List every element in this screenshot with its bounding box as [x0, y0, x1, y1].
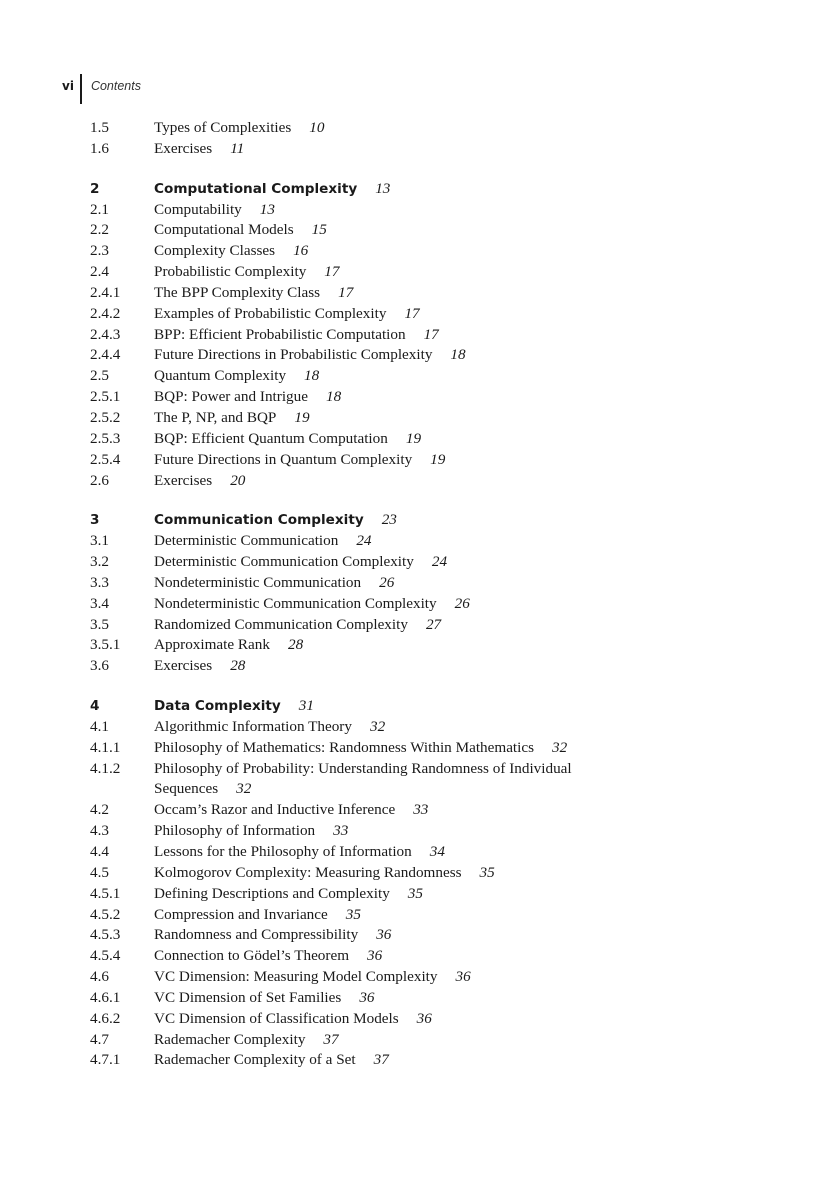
entry-title-wrap [154, 988, 624, 1009]
entry-title: Compression and Invariance [154, 905, 328, 923]
entry-page: 20 [230, 471, 246, 489]
toc-entry[interactable] [90, 946, 790, 967]
toc-entry[interactable] [90, 304, 790, 325]
entry-title: Deterministic Communication Complexity [154, 553, 414, 571]
entry-page: 18 [450, 346, 466, 364]
entry-number: 4 [90, 698, 100, 715]
entry-number: 2.1 [90, 200, 109, 218]
entry-number: 4.3 [90, 822, 109, 840]
entry-number: 4.4 [90, 843, 109, 860]
entry-title-wrap [154, 925, 624, 946]
entry-title-wrap [154, 842, 624, 863]
toc-entry[interactable] [90, 366, 790, 387]
entry-title: Philosophy of Mathematics: Randomness Within Mathematics [154, 738, 535, 756]
entry-number: 4.5 [90, 863, 109, 881]
entry-title-wrap [154, 220, 624, 241]
entry-title: Types of Complexities [154, 119, 292, 136]
entry-page: 16 [293, 242, 309, 260]
entry-number: 4.1.1 [90, 738, 121, 756]
entry-title-wrap [154, 738, 624, 759]
entry-page: 33 [333, 822, 349, 840]
entry-title: Kolmogorov Complexity: Measuring Randomness [154, 863, 462, 881]
entry-title-wrap [154, 345, 624, 366]
toc-entry[interactable] [90, 925, 790, 946]
entry-title: Philosophy of Information [154, 822, 316, 840]
entry-page: 10 [309, 119, 325, 136]
entry-title: Exercises [154, 657, 213, 675]
entry-title-wrap [154, 1050, 624, 1071]
entry-number: 2.4.2 [90, 304, 121, 322]
entry-title: Occam’s Razor and Inductive Inference [154, 801, 396, 819]
toc-entry[interactable] [90, 800, 790, 821]
entry-number: 2.5.4 [90, 450, 121, 468]
entry-number: 2.4 [90, 263, 109, 281]
entry-number: 4.6.1 [90, 988, 121, 1006]
toc-entry[interactable] [90, 118, 790, 139]
entry-page: 23 [381, 511, 397, 529]
entry-title-wrap [154, 408, 624, 429]
entry-title-wrap [154, 510, 624, 531]
entry-title-wrap [154, 717, 624, 738]
entry-title: Nondeterministic Communication Complexity [154, 594, 437, 612]
toc-entry[interactable] [90, 283, 790, 304]
entry-title: Complexity Classes [154, 242, 276, 260]
entry-title: Data Complexity [154, 698, 281, 715]
toc-entry[interactable] [90, 863, 790, 884]
entry-number: 3.2 [90, 553, 109, 571]
entry-number: 4.5.2 [90, 905, 121, 923]
entry-number: 1.5 [90, 119, 109, 136]
entry-title: Philosophy of Probability: Understanding Randomness of Individual Sequences [154, 759, 572, 798]
toc-entry[interactable] [90, 1009, 790, 1030]
toc-entry[interactable] [90, 552, 790, 573]
entry-title: Probabilistic Complexity [154, 263, 307, 281]
toc-entry[interactable] [90, 408, 790, 429]
entry-page: 27 [425, 615, 442, 633]
entry-page: 32 [552, 738, 568, 756]
entry-page: 13 [259, 200, 275, 218]
toc-entry[interactable] [90, 656, 790, 677]
entry-page: 36 [359, 988, 375, 1006]
toc-chapter-entry[interactable] [90, 179, 790, 200]
entry-title: Defining Descriptions and Complexity [154, 884, 390, 902]
entry-title-wrap [154, 200, 624, 221]
entry-number: 2.5.3 [90, 429, 121, 447]
entry-title: VC Dimension of Classification Models [154, 1009, 399, 1027]
toc-entry[interactable] [90, 241, 790, 262]
entry-title: Computability [154, 200, 242, 218]
entry-title-wrap [154, 967, 624, 988]
entry-page: 19 [405, 429, 422, 447]
entry-number: 3.3 [90, 573, 109, 591]
entry-title-wrap [154, 325, 624, 346]
entry-page: 26 [379, 573, 395, 591]
entry-page: 17 [338, 283, 354, 301]
entry-page: 19 [294, 408, 310, 426]
entry-page: 18 [304, 367, 320, 385]
entry-page: 17 [324, 263, 340, 281]
entry-title-wrap [154, 573, 624, 594]
toc-entry[interactable] [90, 200, 790, 221]
entry-page: 17 [404, 304, 420, 322]
entry-page: 15 [311, 221, 327, 239]
entry-number: 4.7.1 [90, 1051, 121, 1069]
entry-title-wrap [154, 759, 624, 801]
entry-page: 26 [454, 594, 470, 612]
entry-title: Randomness and Compressibility [154, 926, 359, 944]
running-head: Contents [90, 79, 141, 93]
entry-title: Randomized Communication Complexity [154, 615, 408, 633]
toc-entry[interactable] [90, 139, 790, 160]
entry-title: Exercises [154, 471, 213, 489]
entry-title-wrap [154, 594, 624, 615]
entry-title: Exercises [154, 139, 213, 157]
entry-title-wrap [154, 531, 624, 552]
entry-title: BQP: Efficient Quantum Computation [154, 429, 388, 447]
entry-title-wrap [154, 552, 624, 573]
entry-number: 4.6 [90, 968, 109, 986]
entry-title-wrap [154, 863, 624, 884]
entry-number: 2.5.2 [90, 408, 121, 426]
toc-entry[interactable] [90, 615, 790, 636]
entry-page: 11 [230, 139, 245, 157]
entry-title: VC Dimension of Set Families [154, 988, 342, 1006]
entry-title: Rademacher Complexity of a Set [154, 1051, 356, 1069]
entry-number: 2.4.4 [90, 346, 121, 364]
toc-entry[interactable] [90, 635, 790, 656]
entry-page: 17 [423, 325, 439, 343]
entry-title-wrap [154, 821, 624, 842]
entry-title-wrap [154, 635, 624, 656]
entry-page: 28 [288, 636, 304, 654]
toc-entry[interactable] [90, 821, 790, 842]
entry-page: 32 [369, 717, 386, 735]
entry-number: 4.5.3 [90, 926, 121, 944]
entry-number: 3 [90, 512, 100, 529]
page-number: vi [62, 79, 74, 93]
entry-title-wrap [154, 471, 624, 492]
entry-number: 2.4.3 [90, 325, 121, 343]
entry-number: 3.5 [90, 615, 109, 633]
entry-title: Computational Models [154, 221, 294, 239]
toc-chapter-entry[interactable] [90, 696, 790, 717]
entry-title-wrap [154, 366, 624, 387]
page-header [62, 74, 141, 104]
entry-title-wrap [154, 696, 624, 717]
toc-entry[interactable] [90, 429, 790, 450]
toc-entry[interactable] [90, 594, 790, 615]
entry-page: 35 [479, 863, 495, 881]
entry-title: Communication Complexity [154, 512, 364, 529]
entry-number: 4.5.1 [90, 884, 121, 902]
toc-entry[interactable] [90, 738, 790, 759]
entry-page: 24 [431, 553, 448, 571]
toc-entry[interactable] [90, 759, 790, 801]
entry-title: Deterministic Communication [154, 532, 339, 550]
entry-title: Future Directions in Quantum Complexity [154, 450, 413, 468]
toc-entry[interactable] [90, 905, 790, 926]
entry-number: 2.4.1 [90, 283, 121, 301]
entry-number: 3.5.1 [90, 636, 121, 654]
entry-page: 33 [413, 801, 429, 819]
entry-title: BPP: Efficient Probabilistic Computation [154, 325, 406, 343]
entry-title: The P, NP, and BQP [154, 408, 277, 426]
header-divider [80, 74, 82, 104]
entry-number: 1.6 [90, 139, 109, 157]
entry-number: 2.5 [90, 367, 109, 385]
entry-title-wrap [154, 905, 624, 926]
entry-page: 24 [356, 532, 372, 550]
entry-title: Computational Complexity [154, 180, 358, 197]
toc-entry[interactable] [90, 325, 790, 346]
entry-number: 3.4 [90, 594, 109, 612]
entry-title: Approximate Rank [154, 636, 270, 654]
toc-entry[interactable] [90, 262, 790, 283]
entry-title-wrap [154, 429, 624, 450]
entry-title-wrap [154, 1009, 624, 1030]
entry-page: 36 [367, 947, 383, 965]
entry-title: BQP: Power and Intrigue [154, 388, 308, 406]
entry-number: 2.2 [90, 221, 109, 239]
toc-entry[interactable] [90, 450, 790, 471]
entry-title-wrap [154, 1030, 624, 1051]
entry-title: Rademacher Complexity [154, 1030, 306, 1048]
entry-title-wrap [154, 450, 624, 471]
entry-page: 19 [430, 450, 446, 468]
entry-number: 3.6 [90, 657, 109, 675]
toc-entry[interactable] [90, 387, 790, 408]
entry-page: 34 [429, 843, 445, 860]
entry-title-wrap [154, 283, 624, 304]
entry-title-wrap [154, 179, 624, 200]
entry-number: 2 [90, 180, 100, 197]
toc-entry[interactable] [90, 967, 790, 988]
entry-page: 31 [298, 697, 314, 715]
entry-page: 37 [323, 1030, 339, 1048]
entry-page: 35 [345, 905, 361, 923]
entry-page: 36 [416, 1009, 432, 1027]
toc-entry[interactable] [90, 884, 790, 905]
toc-entry[interactable] [90, 1050, 790, 1071]
entry-number: 4.5.4 [90, 947, 121, 965]
entry-number: 4.2 [90, 801, 109, 819]
entry-title: Examples of Probabilistic Complexity [154, 304, 387, 322]
entry-title: Connection to Gödel’s Theorem [154, 947, 350, 965]
toc-chapter-entry[interactable] [90, 510, 790, 531]
table-of-contents [90, 118, 790, 1071]
toc-entry[interactable] [90, 220, 790, 241]
entry-title-wrap [154, 139, 624, 160]
entry-title-wrap [154, 118, 624, 139]
entry-page: 32 [236, 780, 252, 798]
entry-page: 36 [376, 926, 392, 944]
entry-number: 2.3 [90, 242, 109, 260]
entry-number: 3.1 [90, 532, 109, 550]
entry-page: 36 [455, 968, 471, 986]
entry-title-wrap [154, 946, 624, 967]
entry-title: Future Directions in Probabilistic Complexity [154, 346, 433, 364]
entry-number: 2.5.1 [90, 388, 121, 406]
entry-number: 4.6.2 [90, 1009, 121, 1027]
entry-title-wrap [154, 615, 624, 636]
entry-title-wrap [154, 304, 624, 325]
toc-entry[interactable] [90, 471, 790, 492]
entry-number: 4.1.2 [90, 759, 121, 777]
entry-title-wrap [154, 262, 624, 283]
entry-number: 4.7 [90, 1030, 109, 1048]
entry-page: 28 [230, 657, 246, 675]
entry-title-wrap [154, 241, 624, 262]
toc-entry[interactable] [90, 345, 790, 366]
entry-title-wrap [154, 387, 624, 408]
entry-page: 18 [325, 388, 342, 406]
entry-number: 4.1 [90, 717, 109, 735]
entry-page: 13 [375, 179, 391, 197]
entry-page: 37 [373, 1051, 389, 1069]
entry-title: VC Dimension: Measuring Model Complexity [154, 968, 438, 986]
entry-title-wrap [154, 800, 624, 821]
entry-title: Lessons for the Philosophy of Information [154, 843, 412, 860]
entry-title: Quantum Complexity [154, 367, 287, 385]
toc-entry[interactable] [90, 717, 790, 738]
entry-title: Algorithmic Information Theory [154, 717, 352, 735]
toc-entry[interactable] [90, 531, 790, 552]
toc-entry[interactable] [90, 988, 790, 1009]
entry-title: The BPP Complexity Class [154, 283, 321, 301]
toc-entry[interactable] [90, 1030, 790, 1051]
entry-title: Nondeterministic Communication [154, 573, 362, 591]
toc-entry[interactable] [90, 842, 790, 863]
entry-title-wrap [154, 656, 624, 677]
toc-entry[interactable] [90, 573, 790, 594]
entry-title-wrap [154, 884, 624, 905]
entry-page: 35 [407, 884, 423, 902]
entry-number: 2.6 [90, 471, 109, 489]
